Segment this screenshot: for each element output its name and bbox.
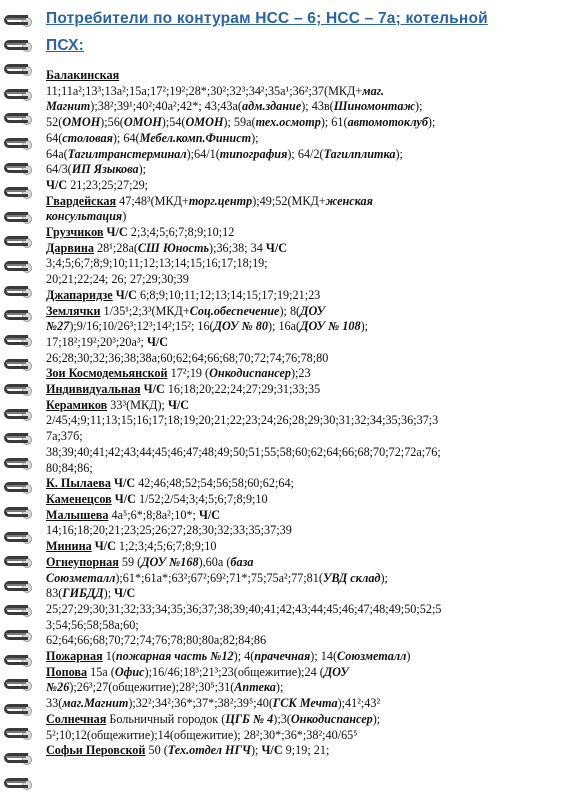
binding-ring xyxy=(4,88,36,102)
binding-ring xyxy=(4,383,36,397)
binding-ring xyxy=(4,580,36,594)
text-line: 64/3(ИП Языкова); xyxy=(46,162,147,177)
street-addresses: Больничный городок (ЦГБ № 4);3(Онкодиспансер); xyxy=(106,711,381,726)
street-row xyxy=(46,743,556,759)
binding-ring xyxy=(4,703,36,717)
street-row xyxy=(46,382,556,398)
street-name: Джапаридзе xyxy=(46,287,113,302)
binding-ring xyxy=(4,309,36,323)
binding-ring xyxy=(4,604,36,618)
street-name: Солнечная xyxy=(46,711,107,726)
binding-ring xyxy=(4,112,36,126)
street-name: Балакинская xyxy=(46,68,120,82)
street-row xyxy=(46,539,556,555)
street-row xyxy=(46,194,556,210)
street-row xyxy=(46,225,556,241)
street-addresses: 28¹;28а(СШ Юность);36;38; 34 Ч/С xyxy=(93,240,288,255)
text-line: 25;27;29;30;31;32;33;34;35;36;37;38;39;40;41;42;43;44;45;46;47;48;49;50;52;5 xyxy=(46,601,442,616)
street-name: Гвардейская xyxy=(46,193,117,208)
binding-ring xyxy=(4,457,36,471)
street-row xyxy=(46,665,556,681)
street-addresses: Ч/С 1;2;3;4;5;6;7;8;9;10 xyxy=(94,539,217,554)
binding-ring xyxy=(4,506,36,520)
binding-ring xyxy=(4,629,36,643)
street-addresses: Ч/С 42;46;48;52;54;56;58;60;62;64; xyxy=(114,476,294,491)
street-row xyxy=(46,476,556,492)
text-line: 83(ГИБДД); Ч/С xyxy=(46,586,136,601)
binding-ring xyxy=(4,162,36,176)
street-row xyxy=(46,366,556,382)
text-line: 33(маг.Магнит);32²;34²;36*;37*;38²;39⁵;40(ГСК Мечта);41²;43² xyxy=(46,696,381,711)
street-addresses: 1(пожарная часть №12); 4(прачечная); 14(Союзметалл) xyxy=(102,649,411,664)
binding-ring xyxy=(4,186,36,200)
street-row xyxy=(46,712,556,728)
street-name: Каменецсов xyxy=(46,491,112,506)
street-row xyxy=(46,304,556,320)
street-heading xyxy=(46,68,556,84)
text-line: 14;16;18;20;21;23;25;26;27;28;30;32;33;35;37;39 xyxy=(46,523,292,538)
text-line: 62;64;66;68;70;72;74;76;78;80;80а;82;84;86 xyxy=(46,633,267,648)
binding-ring xyxy=(4,39,36,53)
street-addresses: 33³(МКД); Ч/С xyxy=(107,397,190,412)
binding-ring xyxy=(4,432,36,446)
street-addresses: 59 (ДОУ №168),60а (база xyxy=(118,554,254,569)
binding-ring xyxy=(4,777,36,791)
street-addresses: 47;48³(МКД+торг.центр);49;52(МКД+женская xyxy=(116,193,373,208)
street-list xyxy=(46,194,556,759)
binding-ring xyxy=(4,137,36,151)
binding-ring xyxy=(4,260,36,274)
street-addresses: 50 (Тех.отдел НГЧ); Ч/С 9;19; 21; xyxy=(145,743,330,758)
street-row xyxy=(46,288,556,304)
binding-ring xyxy=(4,211,36,225)
street-addresses: Ч/С 6;8;9;10;11;12;13;14;15;17;19;21;23 xyxy=(115,287,321,302)
title-line-1: Потребители по контурам НСС – 6; НСС – 7а; котельной xyxy=(46,10,488,27)
title-line-2: ПСХ: xyxy=(46,37,85,54)
binding-ring xyxy=(4,334,36,348)
street-name: Огнеупорная xyxy=(46,554,119,569)
text-line: 26;28;30;32;36;38;38а;60;62;64;66;68;70;72;74;76;78;80 xyxy=(46,350,329,365)
text-line: Союзметалл);61*;61а*;63²;67²;69²;71*;75;75а²;77;81(УВД склад); xyxy=(46,570,388,585)
street-addresses: 1/35¹;2;3³(МКД+Соц.обеспечение); 8(ДОУ xyxy=(100,303,326,318)
text-line: 7а;37б; xyxy=(46,429,83,444)
binding-ring xyxy=(4,14,36,28)
street-row xyxy=(46,508,556,524)
text-line: 20;21;22;24; 26; 27;29;30;39 xyxy=(46,272,189,287)
street-name: Землячки xyxy=(46,303,101,318)
text-line: №27);9/16;10/26³;12³;14²;15²; 16(ДОУ № 80); 16а(ДОУ № 108); xyxy=(46,319,369,334)
street-row xyxy=(46,555,556,571)
document-title xyxy=(46,4,556,61)
street-row xyxy=(46,492,556,508)
street-addresses: Ч/С 1/52;2/54;3;4;5;6;7;8;9;10 xyxy=(114,491,268,506)
text-line: 2/45;4;9;11;13;15;16;17;18;19;20;21;22;23;24;26;28;29;30;31;32;34;35;36;37;3 xyxy=(46,413,439,428)
text-line: 3;54;56;58;58а;60; xyxy=(46,617,139,632)
binding-ring xyxy=(4,727,36,741)
binding-ring xyxy=(4,654,36,668)
text-line: №26);26³;27(общежитие);28²;30⁵;31(Аптека); xyxy=(46,680,284,695)
text-line: 64(столовая); 64(Мебел.комп.Финист); xyxy=(46,130,259,145)
street-name: Малышева xyxy=(46,507,109,522)
street-row xyxy=(46,241,556,257)
street-name: Керамиков xyxy=(46,397,108,412)
street-name: Грузчиков xyxy=(46,225,104,240)
text-line: 52(ОМОН);56(ОМОН);54(ОМОН); 59а(тех.осмотр); 61(автомотоклуб); xyxy=(46,115,436,130)
street-name: Индивидуальная xyxy=(46,382,141,397)
binding-ring xyxy=(4,531,36,545)
binding-ring xyxy=(4,555,36,569)
street-addresses: Ч/С 16;18;20;22;24;27;29;31;33;35 xyxy=(143,382,321,397)
binding-ring xyxy=(4,752,36,766)
street-addresses: Ч/С 2;3;4;5;6;7;8;9;10;12 xyxy=(106,225,235,240)
street-addresses: 15а (Офис);16/46;18³;21³;23(общежитие);24 (ДОУ xyxy=(87,664,349,679)
street-name: Софьи Перовской xyxy=(46,743,146,758)
binding-ring xyxy=(4,285,36,299)
text-line: консультация) xyxy=(46,209,127,224)
binding-ring xyxy=(4,63,36,77)
text-line: 11;11а²;13³;13а²;15а;17²;19²;28*;30²;32³;34²;35а¹;36²;37(МКД+маг. xyxy=(46,83,385,98)
text-line: 80;84;86; xyxy=(46,460,93,475)
binding-ring xyxy=(4,678,36,692)
document-content xyxy=(46,4,556,759)
text-line: 17;18²;19²;20³;20а³; Ч/С xyxy=(46,334,169,349)
street-row xyxy=(46,649,556,665)
street-name: Дарвина xyxy=(46,240,94,255)
street-addresses: 17²;19 (Онкодиспансер);23 xyxy=(167,366,311,381)
text-line: Ч/С 21;23;25;27;29; xyxy=(46,177,149,192)
street-name: Пожарная xyxy=(46,649,103,664)
text-line: 38;39;40;41;42;43;44;45;46;47;48;49;50;51;55;58;60;62;64;66;68;70;72;72а;76; xyxy=(46,444,441,459)
text-line: 64а(Тагилтранстерминал);64/1(типография); 64/2(Тагилплитка); xyxy=(46,146,403,161)
text-line: 3;4;5;6;7;8;9;10;11;12;13;14;15;16;17;18;19; xyxy=(46,256,268,271)
spiral-binding xyxy=(0,0,40,800)
binding-ring xyxy=(4,358,36,372)
binding-ring xyxy=(4,408,36,422)
text-line: Магнит);38²;39¹;40²;40а²;42*; 43;43а(адм.здание); 43в(Шиномонтаж); xyxy=(46,99,423,114)
street-name: Минина xyxy=(46,539,92,554)
street-row xyxy=(46,398,556,414)
street-name: К. Пылаева xyxy=(46,476,111,491)
street-addresses: 4а⁵;6*;8;8а²;10*; Ч/С xyxy=(108,507,221,522)
text-line: 5²;10;12(общежитие);14(общежитие); 28²;30*;36*;38²;40/65⁵ xyxy=(46,727,358,742)
street-name: Зои Космодемьянской xyxy=(46,366,168,381)
street-name: Попова xyxy=(46,664,88,679)
binding-ring xyxy=(4,481,36,495)
binding-ring xyxy=(4,235,36,249)
